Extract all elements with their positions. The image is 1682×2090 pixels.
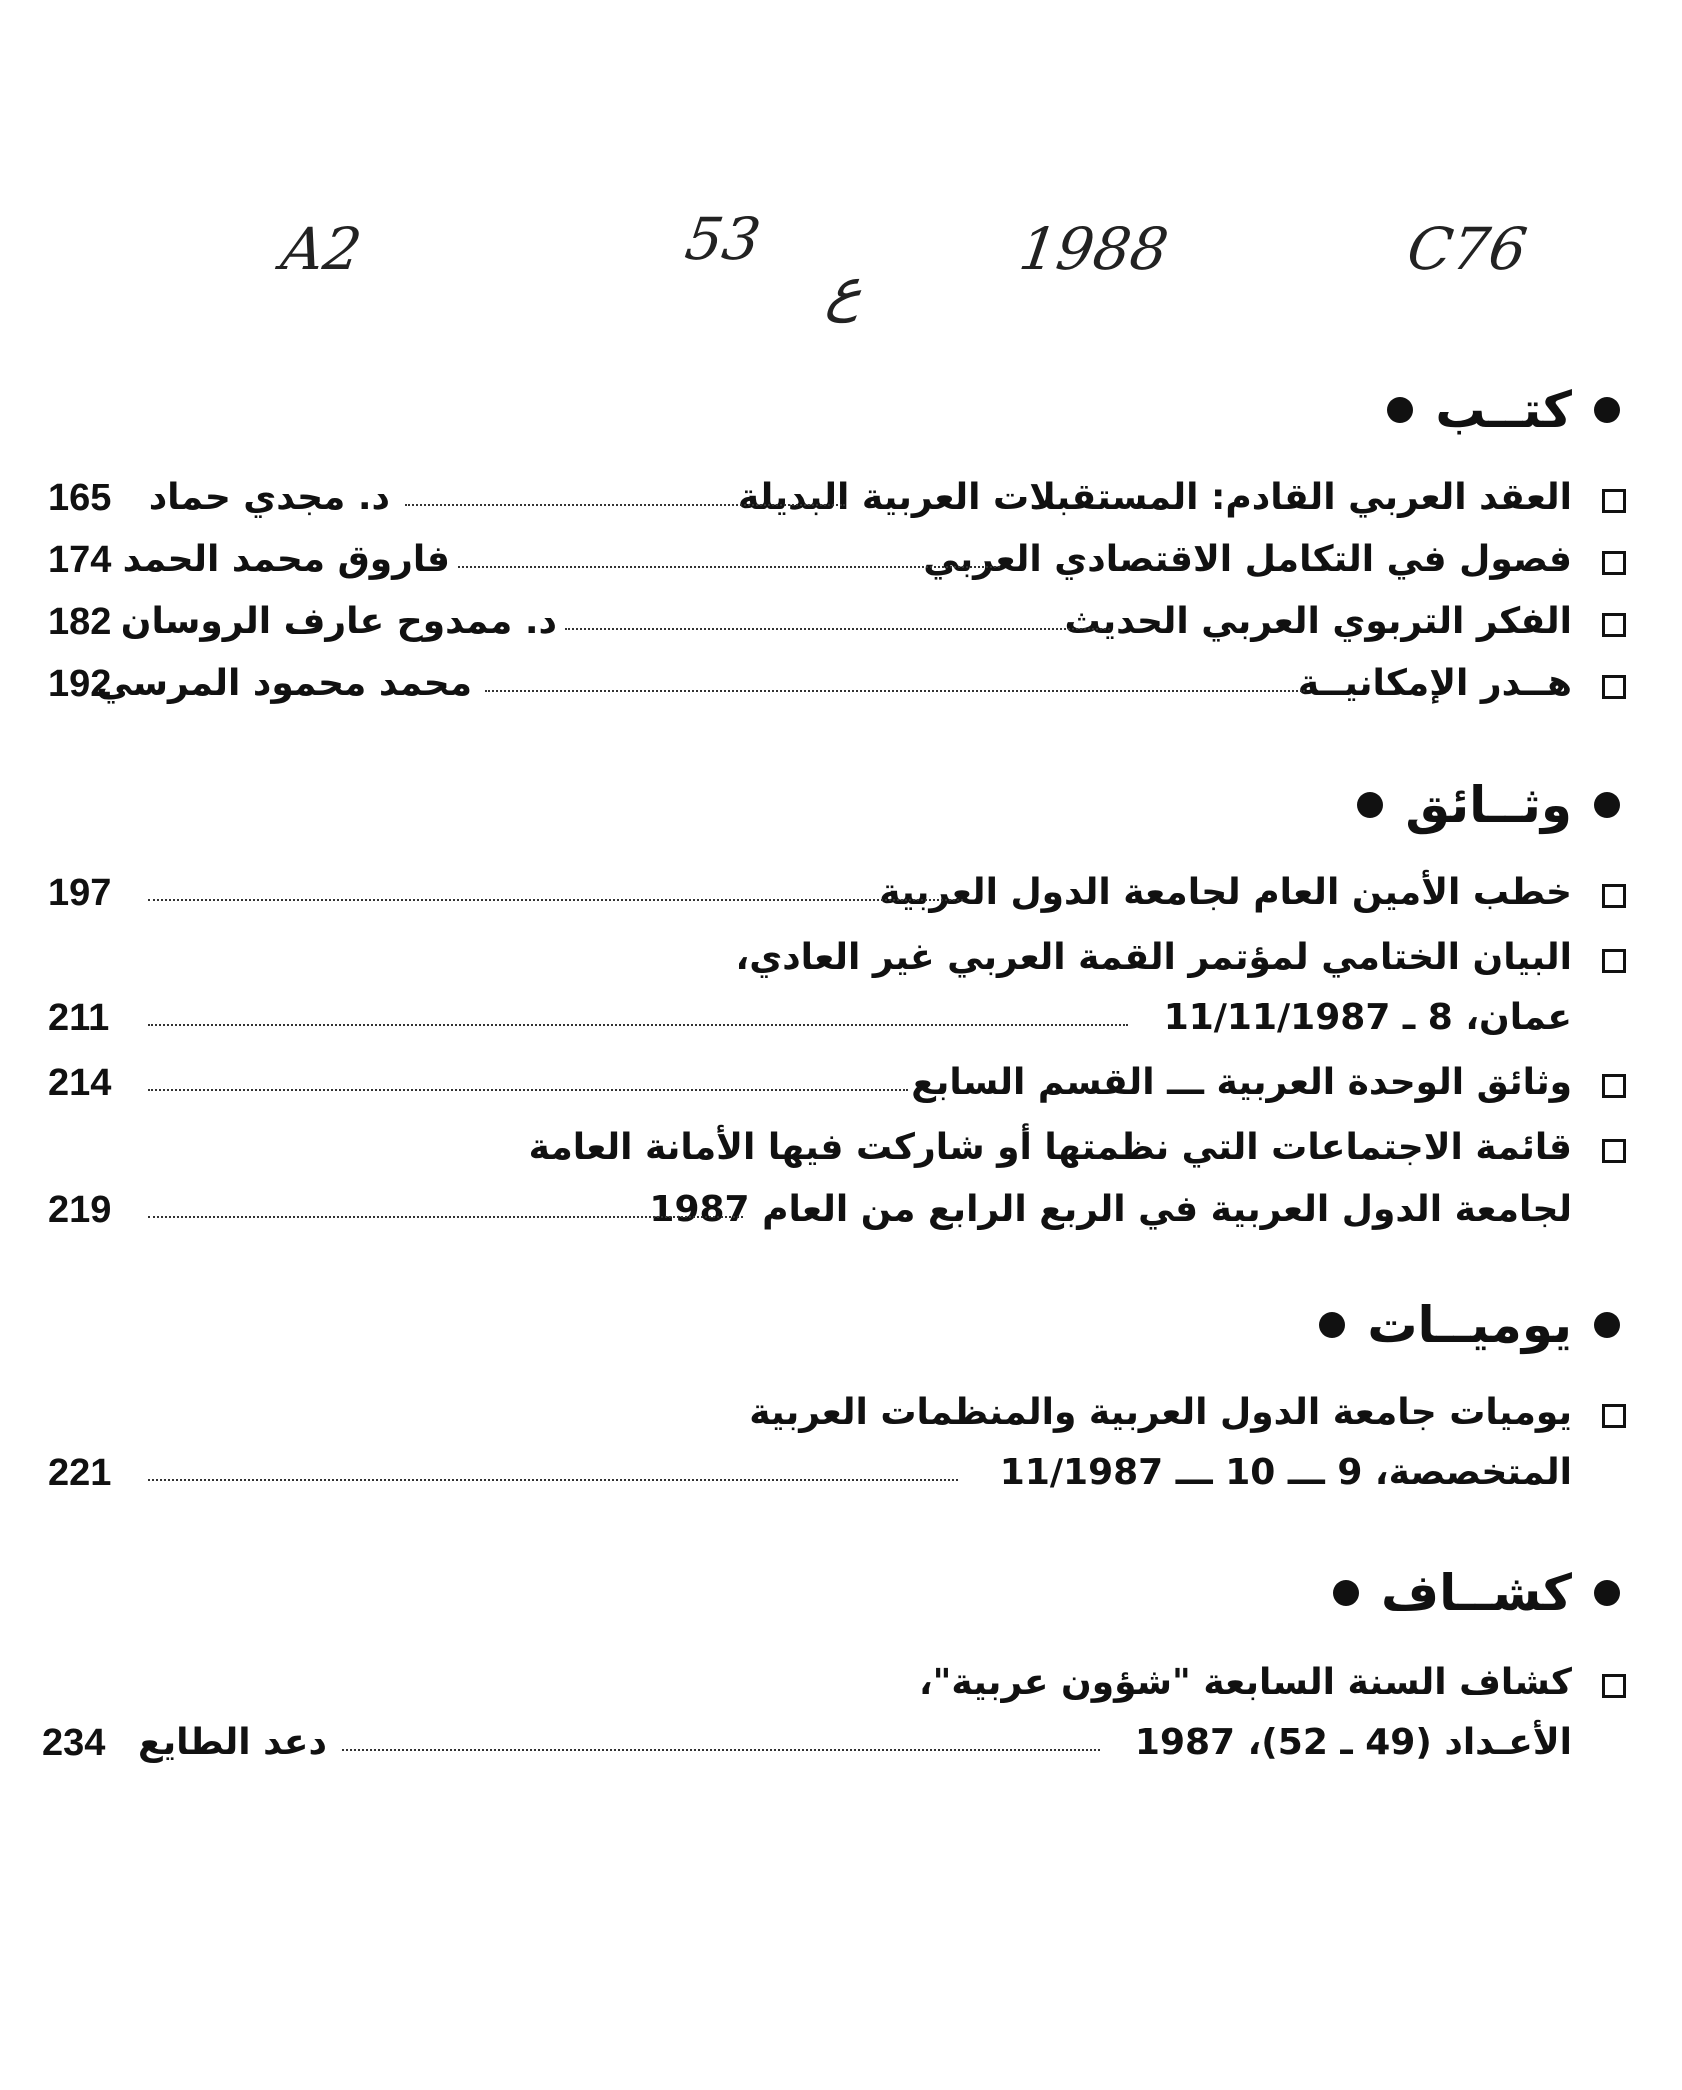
section-header-documents (1020, 770, 1620, 840)
entry-title-line1: كشاف السنة السابعة "شؤون عربية"، (918, 1662, 1572, 1703)
entry-author: محمد محمود المرسي (96, 663, 472, 704)
entry-title-line2: لجامعة الدول العربية في الربع الرابع من العام 1987 (649, 1189, 1572, 1230)
dot-leader (148, 899, 963, 901)
bullet-dot (1594, 1312, 1620, 1338)
section-header-books (1020, 375, 1620, 445)
entry-author: د. مجدي حماد (148, 477, 390, 518)
entry-title-line2: عمان، 8 ـ 11/11/1987 (1163, 997, 1572, 1038)
entry-title: الفكر التربوي العربي الحديث (1064, 601, 1572, 642)
entry-page: 234 (42, 1722, 106, 1764)
dot-leader (565, 628, 1110, 630)
handwritten-ain: ع (823, 255, 868, 323)
entry-page: 182 (48, 601, 112, 643)
section-title-diaries: يوميــات (1367, 1296, 1572, 1354)
entry-title: العقد العربي القادم: المستقبلات العربية البديلة (737, 477, 1572, 518)
entry-page: 219 (48, 1189, 112, 1231)
entry-title-line2: المتخصصة، 9 ـــ 10 ـــ 11/1987 (999, 1452, 1572, 1493)
section-title-books: كتــب (1435, 381, 1572, 439)
entry-title: خطب الأمين العام لجامعة الدول العربية (879, 872, 1572, 913)
bullet-dot (1387, 397, 1413, 423)
dot-leader (405, 504, 845, 506)
entry-page: 165 (48, 477, 112, 519)
entry-author: دعد الطايع (138, 1722, 327, 1763)
entry-title: وثائق الوحدة العربية ـــ القسم السابع (911, 1062, 1572, 1103)
entry-title-line2: الأعـداد (49 ـ 52)، 1987 (1134, 1722, 1572, 1763)
entry-title-line1: يوميات جامعة الدول العربية والمنظمات العربية (749, 1392, 1572, 1433)
entry-author: د. ممدوح عارف الروسان (120, 601, 557, 642)
entry-page: 214 (48, 1062, 112, 1104)
dot-leader (148, 1479, 958, 1481)
entry-title-line1: البيان الختامي لمؤتمر القمة العربي غير العادي، (735, 937, 1572, 978)
entry-page: 174 (48, 539, 112, 581)
bullet-dot (1333, 1580, 1359, 1606)
entry-page: 221 (48, 1452, 112, 1494)
dot-leader (148, 1089, 908, 1091)
section-title-documents: وثــائق (1405, 776, 1572, 834)
entry-page: 197 (48, 872, 112, 914)
handwritten-code: C76 (1403, 215, 1531, 283)
handwritten-a2: A2 (277, 215, 366, 283)
dot-leader (342, 1749, 1100, 1751)
dot-leader (148, 1024, 1128, 1026)
section-title-index: كشــاف (1381, 1564, 1572, 1622)
section-header-index (1020, 1558, 1620, 1628)
entry-title-line1: قائمة الاجتماعات التي نظمتها أو شاركت فيها الأمانة العامة (528, 1127, 1572, 1168)
section-header-diaries (1020, 1290, 1620, 1360)
entry-title: هــدر الإمكانيــة (1297, 663, 1572, 704)
handwritten-53: 53 (681, 205, 765, 273)
bullet-dot (1319, 1312, 1345, 1338)
bullet-dot (1594, 397, 1620, 423)
dot-leader (458, 566, 1000, 568)
handwritten-year: 1988 (1015, 215, 1173, 283)
entry-page: 211 (48, 997, 110, 1039)
dot-leader (148, 1216, 743, 1218)
bullet-dot (1357, 792, 1383, 818)
entry-title: فصول في التكامل الاقتصادي العربي (923, 539, 1572, 580)
entry-author: فاروق محمد الحمد (122, 539, 450, 580)
bullet-dot (1594, 1580, 1620, 1606)
bullet-dot (1594, 792, 1620, 818)
entry-page: 192 (48, 663, 112, 705)
dot-leader (485, 690, 1305, 692)
